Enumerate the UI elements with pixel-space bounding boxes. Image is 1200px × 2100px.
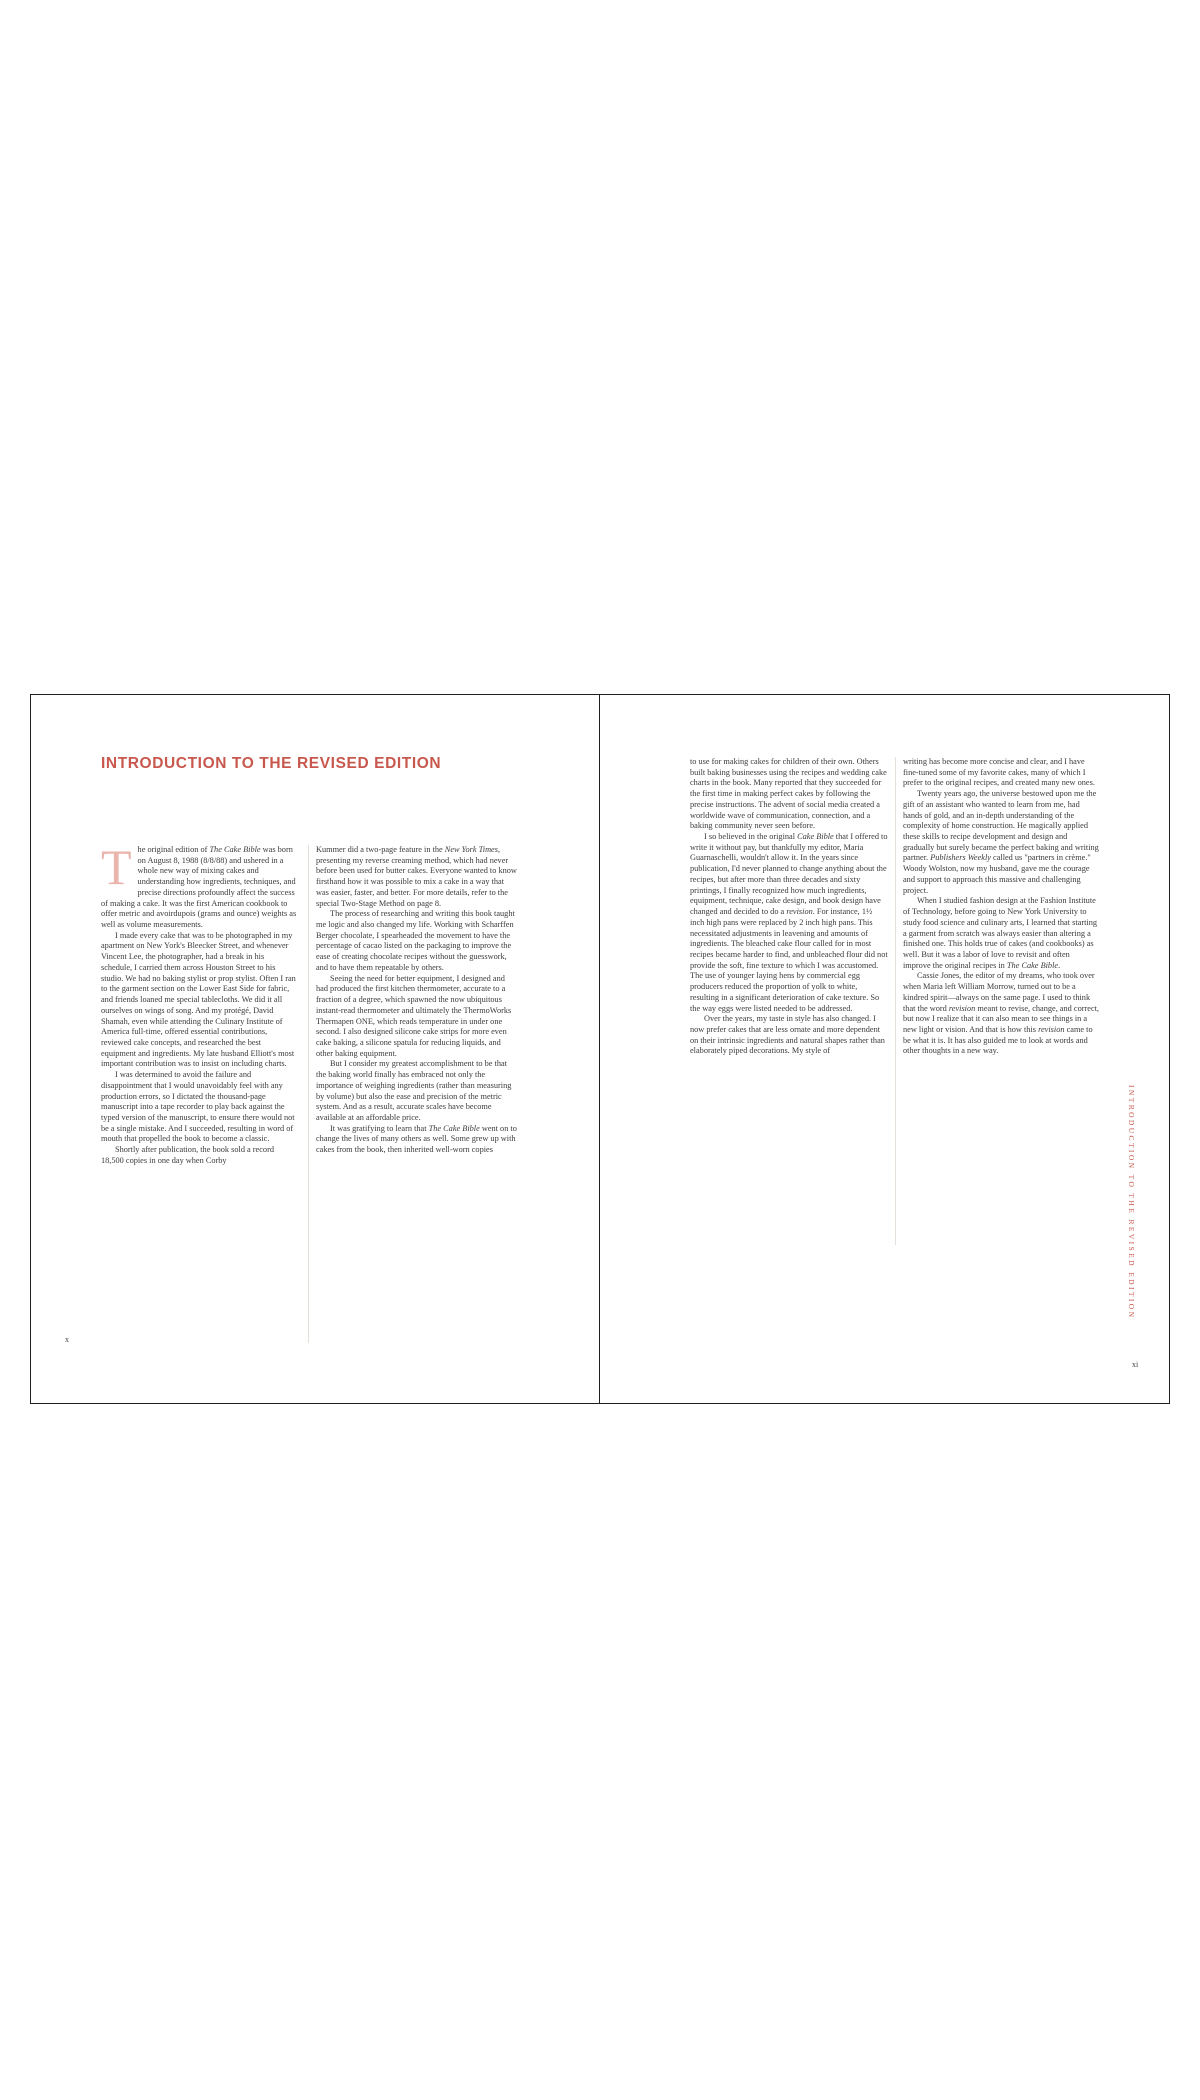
paragraph: When I studied fashion design at the Fashion Institute of Technology, before going to New York University to study food science and culinary arts, I learned that starting a garment from scratch was always easier than altering a finished one. This holds true of cakes (and cookbooks) as well. But it was a labor of love to revisit and often improve the original recipes in The Cake Bible. bbox=[903, 896, 1097, 970]
paragraph: Over the years, my taste in style has also changed. I now prefer cakes that are less ornate and more dependent on their intrinsic ingredients and natural shapes rather than elaborately piped decorations. My style of bbox=[690, 1014, 885, 1056]
column-2 bbox=[316, 845, 517, 1156]
paragraph: I made every cake that was to be photographed in my apartment on New York's Bleecker Street, and whenever Vincent Lee, the photographer, had a break in his schedule, I carried them across Houston Street to his studio. We had no baking stylist or prop stylist. Often I ran to the garment section on the Lower East Side for fabric, and friends loaned me special tablecloths. We did it all ourselves on wings of song. And my protégé, David Shamah, even while attending the Culinary Institute of America full-time, offered essential contributions, reviewed cake concepts, and researched the best equipment and ingredients. My late husband Elliott's most important contribution was to insist on including charts. bbox=[101, 930, 296, 1069]
paragraph: Twenty years ago, the universe bestowed upon me the gift of an assistant who wanted to learn from me, had hands of gold, and an in-depth understanding of the complexity of home construction. He magically applied these skills to recipe development and design and gradually but surely became the perfect baking and writing partner. Publishers Weekly called us "partners in crème." Woody Wolston, now my husband, gave me the courage and support to approach this massive and challenging project. bbox=[903, 789, 1099, 895]
drop-cap: T bbox=[101, 839, 132, 895]
paragraph: It was gratifying to learn that The Cake Bible went on to change the lives of many others as well. Some grew up with cakes from the book, then inherited well-worn copies bbox=[316, 1123, 517, 1155]
spine-gutter bbox=[599, 695, 600, 1403]
paragraph: to use for making cakes for children of their own. Others built baking businesses using the recipes and wedding cake charts in the book. Many reported that they succeeded for the first time in making perfect cakes by following the precise instructions. The advent of social media created a worldwide wave of communication, connection, and a baking community never seen before. bbox=[690, 757, 887, 831]
column-divider-left bbox=[308, 845, 309, 1343]
column-1 bbox=[101, 839, 297, 1167]
paragraph: But I consider my greatest accomplishment to be that the baking world finally has embraced not only the importance of weighing ingredients (rather than measuring by volume) but also the ease and precision of the metric system. And as a result, accurate scales have become available at an affordable price. bbox=[316, 1059, 512, 1122]
column-4 bbox=[903, 757, 1099, 1057]
paragraph: he original edition of The Cake Bible was born on August 8, 1988 (8/8/88) and ushered in a whole new way of mixing cakes and understanding how ingredients, techniques, and precise directions profoundly affect the success of making a cake. It was the first American cookbook to offer metric and avoirdupois (grams and ounce) weights as well as volume measurements. bbox=[101, 845, 297, 930]
paragraph: I was determined to avoid the failure and disappointment that I would unavoidably feel with any production errors, so I dictated the thousand-page manuscript into a tape recorder to play back against the typed version of the manuscript, to ensure there would not be a single mistake. And I succeeded, resulting in word of mouth that propelled the book to become a classic. bbox=[101, 1070, 295, 1144]
chapter-heading: INTRODUCTION TO THE REVISED EDITION bbox=[101, 755, 442, 772]
column-3 bbox=[690, 757, 888, 1057]
page-number-right: xi bbox=[1132, 1360, 1139, 1369]
paragraph: Seeing the need for better equipment, I designed and had produced the first kitchen thermometer, accurate to a fraction of a degree, which spawned the now ubiquitous instant-read thermometer and ultimately the ThermoWorks Thermapen ONE, which reads temperature in under one second. I also designed silicone cake strips for more even cake baking, a silicone spatula for reducing liquids, and other baking equipment. bbox=[316, 973, 512, 1058]
paragraph: I so believed in the original Cake Bible that I offered to write it without pay, but thankfully my editor, Maria Guarnaschelli, wouldn't allow it. In the years since publication, I'd never planned to change anything about the recipes, but after more than three decades and sixty printings, I finally recognized how much ingredients, equipment, technique, cake design, and book design have changed and decided to do a revision. For instance, 1½ inch high pans were replaced by 2 inch high pans. This necessitated adjustments in leavening and amounts of ingredients. The bleached cake flour called for in most recipes became harder to find, and unbleached flour did not provide the soft, fine texture to which I was accustomed. The use of younger laying hens by commercial egg producers reduced the proportion of yolk to white, resulting in a significant deterioration of cake texture. So the way eggs were listed needed to be addressed. bbox=[690, 832, 888, 1013]
paragraph: Kummer did a two-page feature in the New York Times, presenting my reverse creaming method, which had never before been used for butter cakes. Everyone wanted to know firsthand how it was possible to mix a cake in a way that was easier, faster, and better. For more details, refer to the special Two-Stage Method on page 8. bbox=[316, 845, 517, 908]
paragraph: Shortly after publication, the book sold a record 18,500 copies in one day when Corby bbox=[101, 1145, 274, 1165]
page-number-left: x bbox=[65, 1335, 69, 1344]
book-spread bbox=[30, 694, 1170, 1404]
paragraph: writing has become more concise and clear, and I have fine-tuned some of my favorite cakes, many of which I prefer to the original recipes, and created many new ones. bbox=[903, 757, 1095, 788]
paragraph: Cassie Jones, the editor of my dreams, who took over when Maria left William Morrow, turned out to be a kindred spirit—always on the same page. I used to think that the word revision meant to revise, change, and correct, but now I realize that it can also mean to see things in a new light or vision. And that is how this revision came to be what it is. It has also guided me to look at words and other thoughts in a new way. bbox=[903, 971, 1100, 1056]
paragraph: The process of researching and writing this book taught me logic and also changed my life. Working with Scharffen Berger chocolate, I spearheaded the movement to have the percentage of cacao listed on the packaging to improve the ease of creating chocolate recipes without the guesswork, and to have them repeatable by others. bbox=[316, 909, 515, 972]
running-head: INTRODUCTION TO THE REVISED EDITION bbox=[1127, 1085, 1136, 1320]
column-divider-right bbox=[895, 757, 896, 1245]
